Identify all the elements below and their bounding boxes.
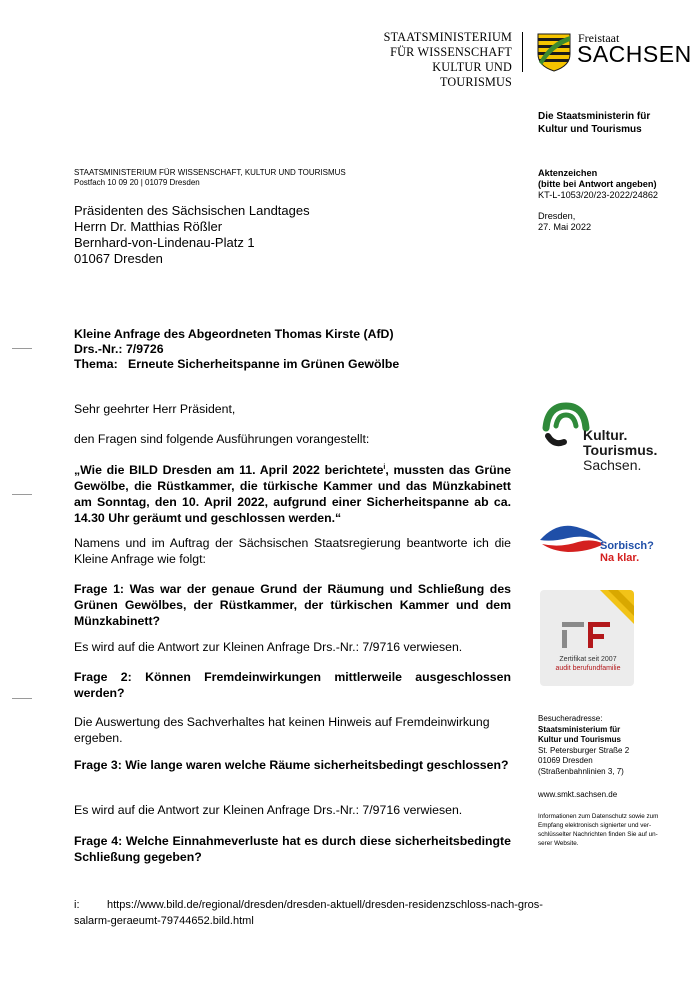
date-block <box>538 211 591 233</box>
recipient-line: 01067 Dresden <box>74 251 163 266</box>
subject-drs <box>74 342 399 357</box>
quote-text: „Wie die BILD Dresden am 11. April 2022 berichtete <box>74 463 384 477</box>
address-org: Staatsministerium für <box>538 724 621 734</box>
reference-value: KT-L-1053/20/23-2022/24862 <box>538 190 659 200</box>
wordmark-line: Kultur. <box>583 427 628 443</box>
subject-thema <box>74 357 399 372</box>
minister-title-line: Die Staatsministerin für <box>538 111 651 122</box>
visitor-address <box>538 714 629 777</box>
certificate-line: Zertifikat seit 2007 <box>559 656 617 663</box>
drs-label: Drs.-Nr.: <box>74 342 123 356</box>
fold-mark <box>12 348 32 349</box>
question-3: Frage 3: Wie lange waren welche Räume sicherheitsbedingt geschlossen? <box>74 758 509 772</box>
minister-title <box>538 110 650 136</box>
place: Dresden, <box>538 211 576 221</box>
fold-mark <box>12 698 32 699</box>
minister-title-line: Kultur und Tourismus <box>538 124 642 135</box>
sender-address <box>74 168 346 188</box>
quote-text: , mussten das Grüne Gewölbe, die Rüstkammer, die türkische Kammer und das Münzkabinett am Sonntag, den 10. April 2022, aufgrund einer Sicherheitspanne ab ca. 14.30 Uhr geräumt und geschlossen werden.“ <box>74 463 512 525</box>
date: 27. Mai 2022 <box>538 222 592 232</box>
address-city: 01069 Dresden <box>538 756 593 765</box>
ministry-line: STAATSMINISTERIUM <box>383 30 512 44</box>
thema-value: Erneute Sicherheitspanne im Grünen Gewölbe <box>128 357 400 371</box>
ministry-line: KULTUR UND TOURISMUS <box>432 60 512 89</box>
ministry-line: FÜR WISSENSCHAFT <box>390 45 512 59</box>
salutation: Sehr geehrter Herr Präsident, <box>74 402 236 416</box>
kultur-tourismus-wordmark <box>583 428 657 473</box>
subject-title: Kleine Anfrage des Abgeordneten Thomas Kirste (AfD) <box>74 327 394 341</box>
question-1: Frage 1: Was war der genaue Grund der Räumung und Schließung des Grünen Gewölbes, der Rüstkammer, der türkischen Kammer und dem Münzkabinett? <box>74 582 511 628</box>
footnote-url-continued[interactable]: salarm-geraeumt-79744652.bild.html <box>74 915 254 927</box>
address-transit: (Straßenbahnlinien 3, 7) <box>538 766 624 776</box>
recipient-line: Herrn Dr. Matthias Rößler <box>74 219 223 234</box>
recipient-line: Bernhard-von-Lindenau-Platz 1 <box>74 235 255 250</box>
freistaat-label: Freistaat <box>578 31 620 45</box>
footnote-marker: i: <box>74 899 80 911</box>
quote-paragraph <box>74 462 511 526</box>
privacy-line: Informationen zum Datenschutz sowie zum <box>538 813 659 820</box>
sorbisch-wordmark <box>600 540 654 564</box>
certificate-caption <box>548 655 628 673</box>
certificate-line: audit berufundfamilie <box>555 665 621 672</box>
address-org: Kultur und Tourismus <box>538 735 621 744</box>
subject-block <box>74 327 399 372</box>
sender-line: Postfach 10 09 20 | 01079 Dresden <box>74 178 200 187</box>
sender-line: STAATSMINISTERIUM FÜR WISSENSCHAFT, KULTUR UND TOURISMUS <box>74 168 346 177</box>
address-label: Besucheradresse: <box>538 714 603 723</box>
answer-2: Die Auswertung des Sachverhaltes hat keinen Hinweis auf Fremdeinwirkung ergeben. <box>74 715 490 745</box>
reference-hint: (bitte bei Antwort angeben) <box>538 179 657 189</box>
answer-1: Es wird auf die Antwort zur Kleinen Anfrage Drs.-Nr.: 7/9716 verwiesen. <box>74 640 463 654</box>
saxony-coat-of-arms-icon <box>536 32 572 72</box>
wordmark-line: Sorbisch? <box>600 540 654 552</box>
sachsen-label: SACHSEN <box>577 41 692 67</box>
address-street: St. Petersburger Straße 2 <box>538 745 630 755</box>
header-divider <box>522 32 523 72</box>
privacy-note <box>538 812 700 848</box>
ministry-name <box>360 30 512 90</box>
privacy-line: serer Website. <box>538 840 579 847</box>
sorbisch-logo-icon <box>538 518 608 556</box>
question-2: Frage 2: Können Fremdeinwirkungen mittlerweile ausgeschlossen werden? <box>74 670 511 700</box>
recipient-line: Präsidenten des Sächsischen Landtages <box>74 203 310 218</box>
privacy-line: Empfang elektronisch signierter und ver- <box>538 822 652 829</box>
privacy-line: schlüsselter Nachrichten finden Sie auf un- <box>538 831 658 838</box>
question-4: Frage 4: Welche Einnahmeverluste hat es durch diese sicherheitsbedingte Schließung gegeben? <box>74 834 511 864</box>
thema-label: Thema: <box>74 357 118 371</box>
footnote <box>74 897 594 929</box>
wordmark-line: Sachsen. <box>583 457 642 473</box>
footnote-url[interactable]: https://www.bild.de/regional/dresden/dresden-aktuell/dresden-residenzschloss-nach-gros- <box>107 899 543 911</box>
reference-block <box>538 168 658 201</box>
recipient-address <box>74 203 310 267</box>
footnote-ref: i <box>383 463 386 471</box>
namens-paragraph: Namens und im Auftrag der Sächsischen Staatsregierung beantworte ich die Kleine Anfrage wie folgt: <box>74 536 511 566</box>
wordmark-line: Tourismus. <box>583 442 658 458</box>
footnote-line <box>74 897 594 913</box>
intro-paragraph: den Fragen sind folgende Ausführungen vorangestellt: <box>74 432 370 446</box>
answer-3: Es wird auf die Antwort zur Kleinen Anfrage Drs.-Nr.: 7/9716 verwiesen. <box>74 803 463 817</box>
website-link[interactable]: www.smkt.sachsen.de <box>538 790 618 799</box>
punch-mark <box>12 494 32 495</box>
wordmark-line: Na klar. <box>600 552 640 564</box>
reference-label: Aktenzeichen <box>538 168 598 178</box>
drs-value: 7/9726 <box>125 342 164 356</box>
